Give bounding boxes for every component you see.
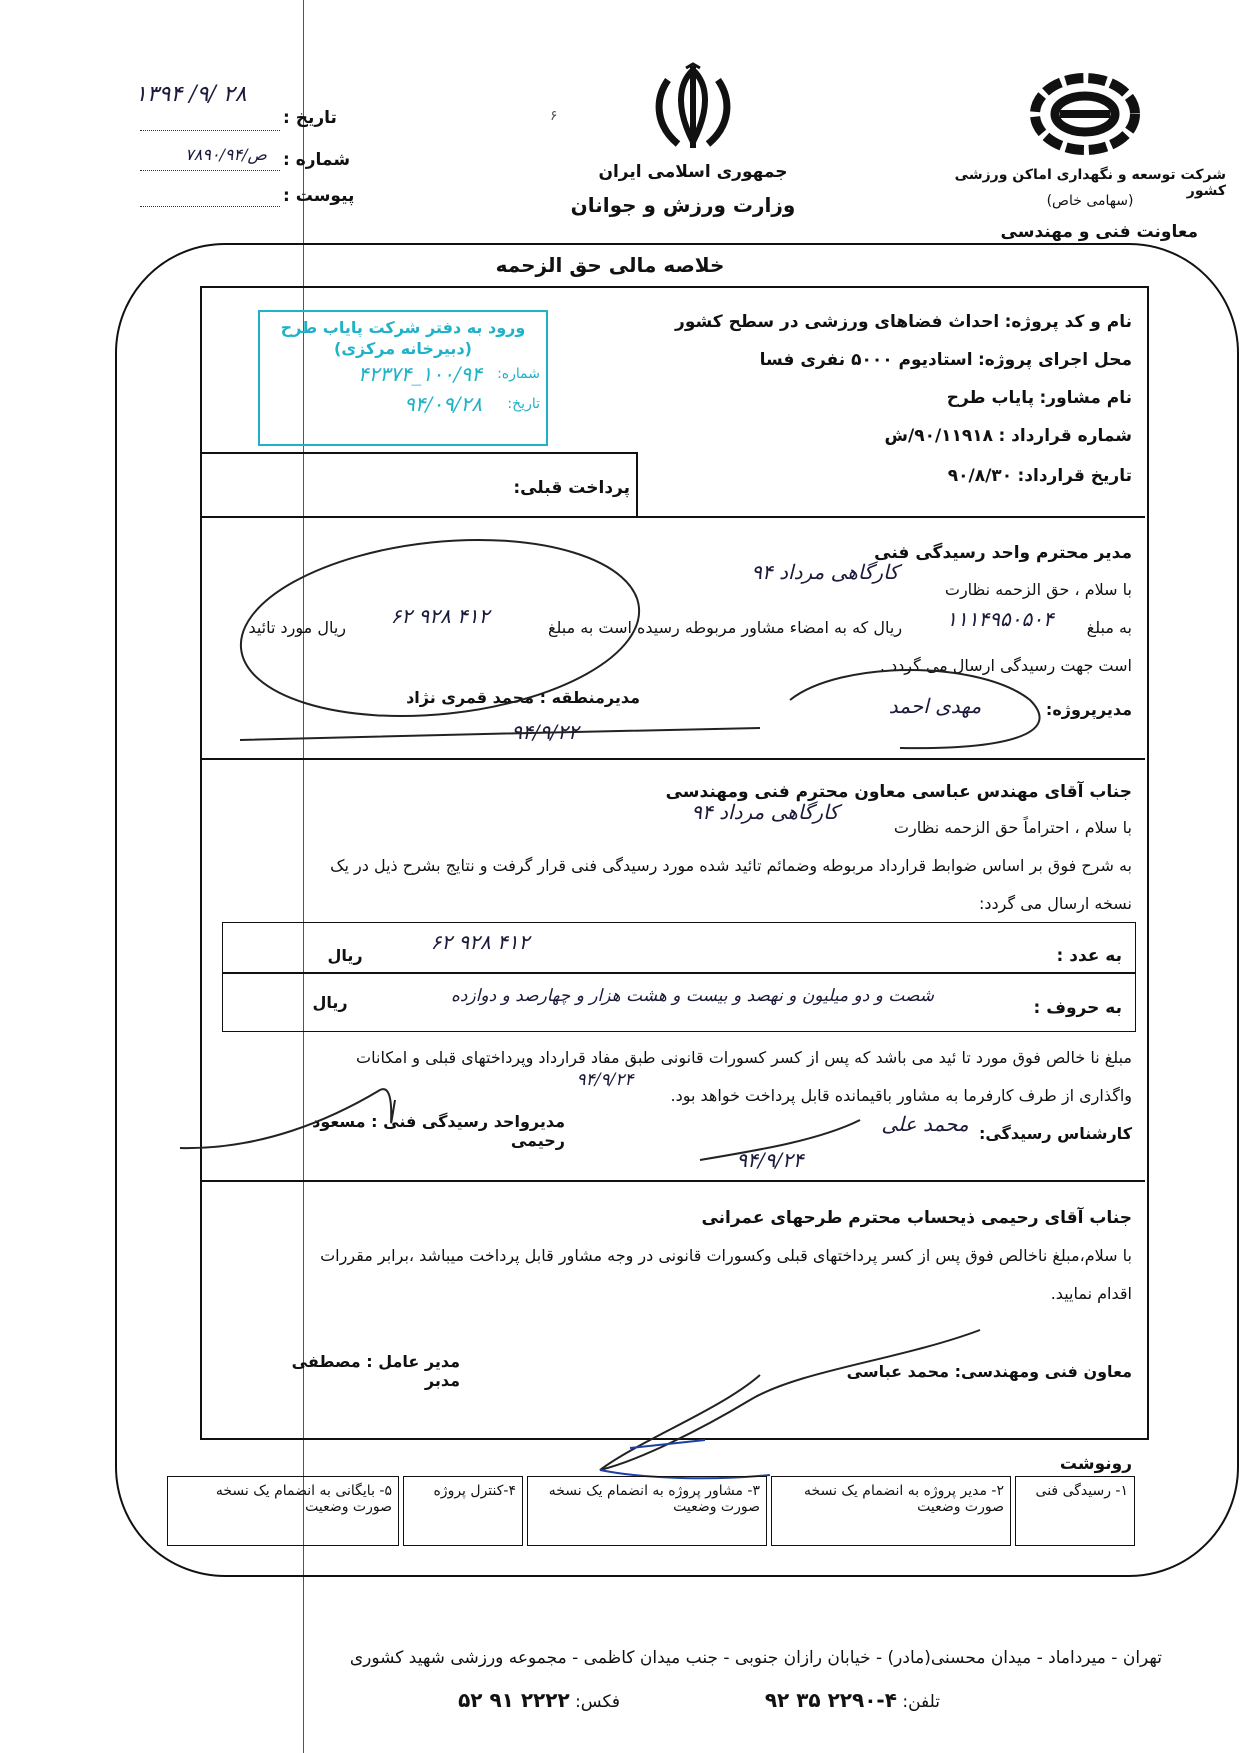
page-mark: ۶ — [550, 108, 558, 124]
numeric-amount-rial: ریال — [327, 946, 363, 965]
section2-note-line1: مبلغ نا خالص فوق مورد تا ئید می باشد که پس از کسر کسورات قانونی طبق مفاد قرارداد وپرداختهای قبلی و امکانات — [356, 1048, 1132, 1067]
footer-fax-row — [420, 1688, 620, 1712]
stamp-number-value: ۱۰۰/۹۴_۴۲۳۷۴ — [357, 362, 482, 386]
phone-value: ۴-۲۲۹۰ ۳۵ ۹۲ — [764, 1688, 897, 1712]
page-title: خلاصه مالی حق الزحمه — [495, 253, 725, 277]
cc-item-label: ۵- بایگانی به انضمام یک نسخه صورت وضعیت — [215, 1483, 392, 1515]
section1-line2-b: ریال که به امضاء مشاور مربوطه رسیده است به مبلغ — [547, 618, 903, 637]
section2-line3: نسخه ارسال می گردد: — [979, 894, 1132, 913]
cc-item — [527, 1476, 767, 1546]
attachment-label: پیوست : — [283, 186, 355, 206]
section2-date-bottom: ۹۴/۹/۲۴ — [736, 1148, 804, 1172]
company-type: (سهامی خاص) — [1046, 193, 1134, 209]
company-name: شرکت توسعه و نگهداری اماکن ورزشی کشور — [954, 167, 1226, 199]
project-name-value: احداث فضاهای ورزشی در سطح کشور — [675, 312, 1000, 332]
cc-item-label: ۱- رسیدگی فنی — [1035, 1483, 1128, 1499]
deputy-name: معاونت فنی و مهندسی — [1000, 222, 1198, 242]
words-amount-value: شصت و دو میلیون و نهصد و بیست و هشت هزار و چهارصد و دوازده — [451, 986, 934, 1006]
numeric-amount-label: به عدد : — [1056, 946, 1122, 966]
ceo-label: مدیر عامل : — [366, 1352, 460, 1371]
project-manager-label: مدیرپروژه: — [1045, 700, 1132, 719]
section2-heading: جناب آقای مهندس عباسی معاون محترم فنی ومهندسی — [665, 782, 1132, 802]
cc-item — [771, 1476, 1011, 1546]
stamp-line1: ورود به دفتر شرکت پایاب طرح — [280, 318, 526, 337]
section1-line2-c: ریال مورد تائید — [248, 618, 346, 637]
section2-note-line2: واگذاری از طرف کارفرما به مشاور باقیمانده قابل پرداخت خواهد بود. — [670, 1086, 1132, 1105]
cc-item — [1015, 1476, 1135, 1546]
stamp-line2: (دبیرخانه مرکزی) — [334, 339, 472, 358]
section1-line3: است جهت رسیدگی ارسال می گردد . — [879, 656, 1132, 675]
section3-heading: جناب آقای رحیمی ذیحساب محترم طرحهای عمرانی — [701, 1208, 1132, 1228]
unit-manager-label: مدیرواحد رسیدگی فنی : — [371, 1112, 565, 1131]
deputy-label: معاون فنی ومهندسی: — [954, 1362, 1132, 1381]
ceo-name: مصطفی مدبر — [291, 1352, 460, 1390]
section2-greeting: با سلام ، احتراماً حق الزحمه نظارت — [893, 818, 1132, 837]
cc-heading: رونوشت — [1059, 1454, 1132, 1474]
footer-phone-row — [700, 1688, 940, 1712]
section2-line2: به شرح فوق بر اساس ضوابط قرارداد مربوطه وضمائم تائید شده مورد رسیدگی فنی قرار گرفت و نتایج بشرح ذیل در یک — [330, 856, 1132, 875]
project-location-label: محل اجرای پروژه: — [978, 350, 1132, 370]
numeric-amount-value: ۶۲ ۹۲۸ ۴۱۲ — [430, 930, 530, 954]
cc-item-label: ۲- مدیر پروژه به انضمام یک نسخه صورت وضعیت — [804, 1483, 1004, 1515]
number-label: شماره : — [283, 150, 351, 170]
section3-line1: با سلام،مبلغ ناخالص فوق پس از کسر پرداختهای قبلی وکسورات قانونی در وجه مشاور قابل پرداخت میباشد ،برابر مقررات — [320, 1246, 1132, 1265]
date-label: تاریخ : — [283, 108, 337, 128]
cc-item — [403, 1476, 523, 1546]
phone-label: تلفن: — [902, 1692, 940, 1712]
contract-number-label: شماره قرارداد : — [998, 426, 1132, 446]
words-amount-rial: ریال — [312, 993, 348, 1012]
project-name-label: نام و کد پروژه: — [1004, 312, 1132, 332]
cc-item-label: ۳- مشاور پروژه به انضمام یک نسخه صورت وضعیت — [548, 1483, 760, 1515]
section2-date-top: ۹۴/۹/۲۴ — [576, 1070, 634, 1090]
contract-number-value: ۹۰/۱۱۹۱۸/ش — [884, 426, 994, 446]
regional-manager-name: محمد قمری نژاد — [406, 688, 535, 707]
letter-number: ص/۷۸۹۰/۹۴ — [185, 145, 267, 164]
previous-payment-label: پرداخت قبلی: — [513, 478, 630, 498]
section1-subject: کارگاهی مرداد ۹۴ — [751, 560, 899, 584]
section3-line2: اقدام نمایید. — [1050, 1284, 1132, 1303]
cc-table — [170, 1476, 1135, 1546]
handwritten-date: ۱۳۹۴ /۹/ ۲۸ — [135, 82, 247, 107]
reviewer-label: کارشناس رسیدگی: — [978, 1124, 1132, 1143]
stamp-date-value: ۹۴/۰۹/۲۸ — [404, 392, 482, 416]
section1-date: ۹۴/۹/۲۲ — [511, 720, 579, 744]
contract-date-value: ۹۰/۸/۳۰ — [947, 466, 1013, 486]
republic-name: جمهوری اسلامی ایران — [598, 162, 788, 182]
project-manager-signature: مهدی احمد — [888, 694, 982, 718]
project-location-value: استادیوم ۵۰۰۰ نفری فسا — [759, 350, 973, 370]
consultant-value: پایاب طرح — [946, 388, 1035, 408]
section1-line2-a: به مبلغ — [1086, 618, 1132, 637]
stamp-number-label: شماره: — [497, 366, 540, 382]
words-amount-label: به حروف : — [1033, 998, 1122, 1018]
fax-label: فکس: — [575, 1692, 620, 1712]
regional-manager-label: مدیرمنطقه : — [539, 688, 640, 707]
ministry-name: وزارت ورزش و جوانان — [570, 193, 796, 217]
unit-manager-name: مسعود رحیمی — [312, 1112, 565, 1150]
section1-amount2: ۶۲ ۹۲۸ ۴۱۲ — [390, 604, 490, 628]
section2-subject: کارگاهی مرداد ۹۴ — [691, 800, 839, 824]
footer-address: تهران - میرداماد - میدان محسنی(مادر) - خیابان رازان جنوبی - جنب میدان کاظمی - مجموعه ورزشی شهید کشوری — [349, 1648, 1162, 1668]
cc-item-label: ۴-کنترل پروژه — [433, 1483, 516, 1499]
section1-greeting: با سلام ، حق الزحمه نظارت — [944, 580, 1132, 599]
section1-heading: مدیر محترم واحد رسیدگی فنی — [874, 543, 1132, 563]
stamp-date-label: تاریخ: — [507, 396, 540, 412]
deputy-name: محمد عباسی — [846, 1362, 950, 1381]
reviewer-signature: محمد علی — [881, 1112, 969, 1136]
section1-amount: ۱۱۱۴۹۵۰۵۰۴ — [946, 607, 1054, 631]
contract-date-label: تاریخ قرارداد: — [1017, 466, 1132, 486]
cc-item — [167, 1476, 399, 1546]
fax-value: ۲۲۲۲ ۹۱ ۵۲ — [458, 1688, 570, 1712]
consultant-label: نام مشاور: — [1039, 388, 1132, 408]
